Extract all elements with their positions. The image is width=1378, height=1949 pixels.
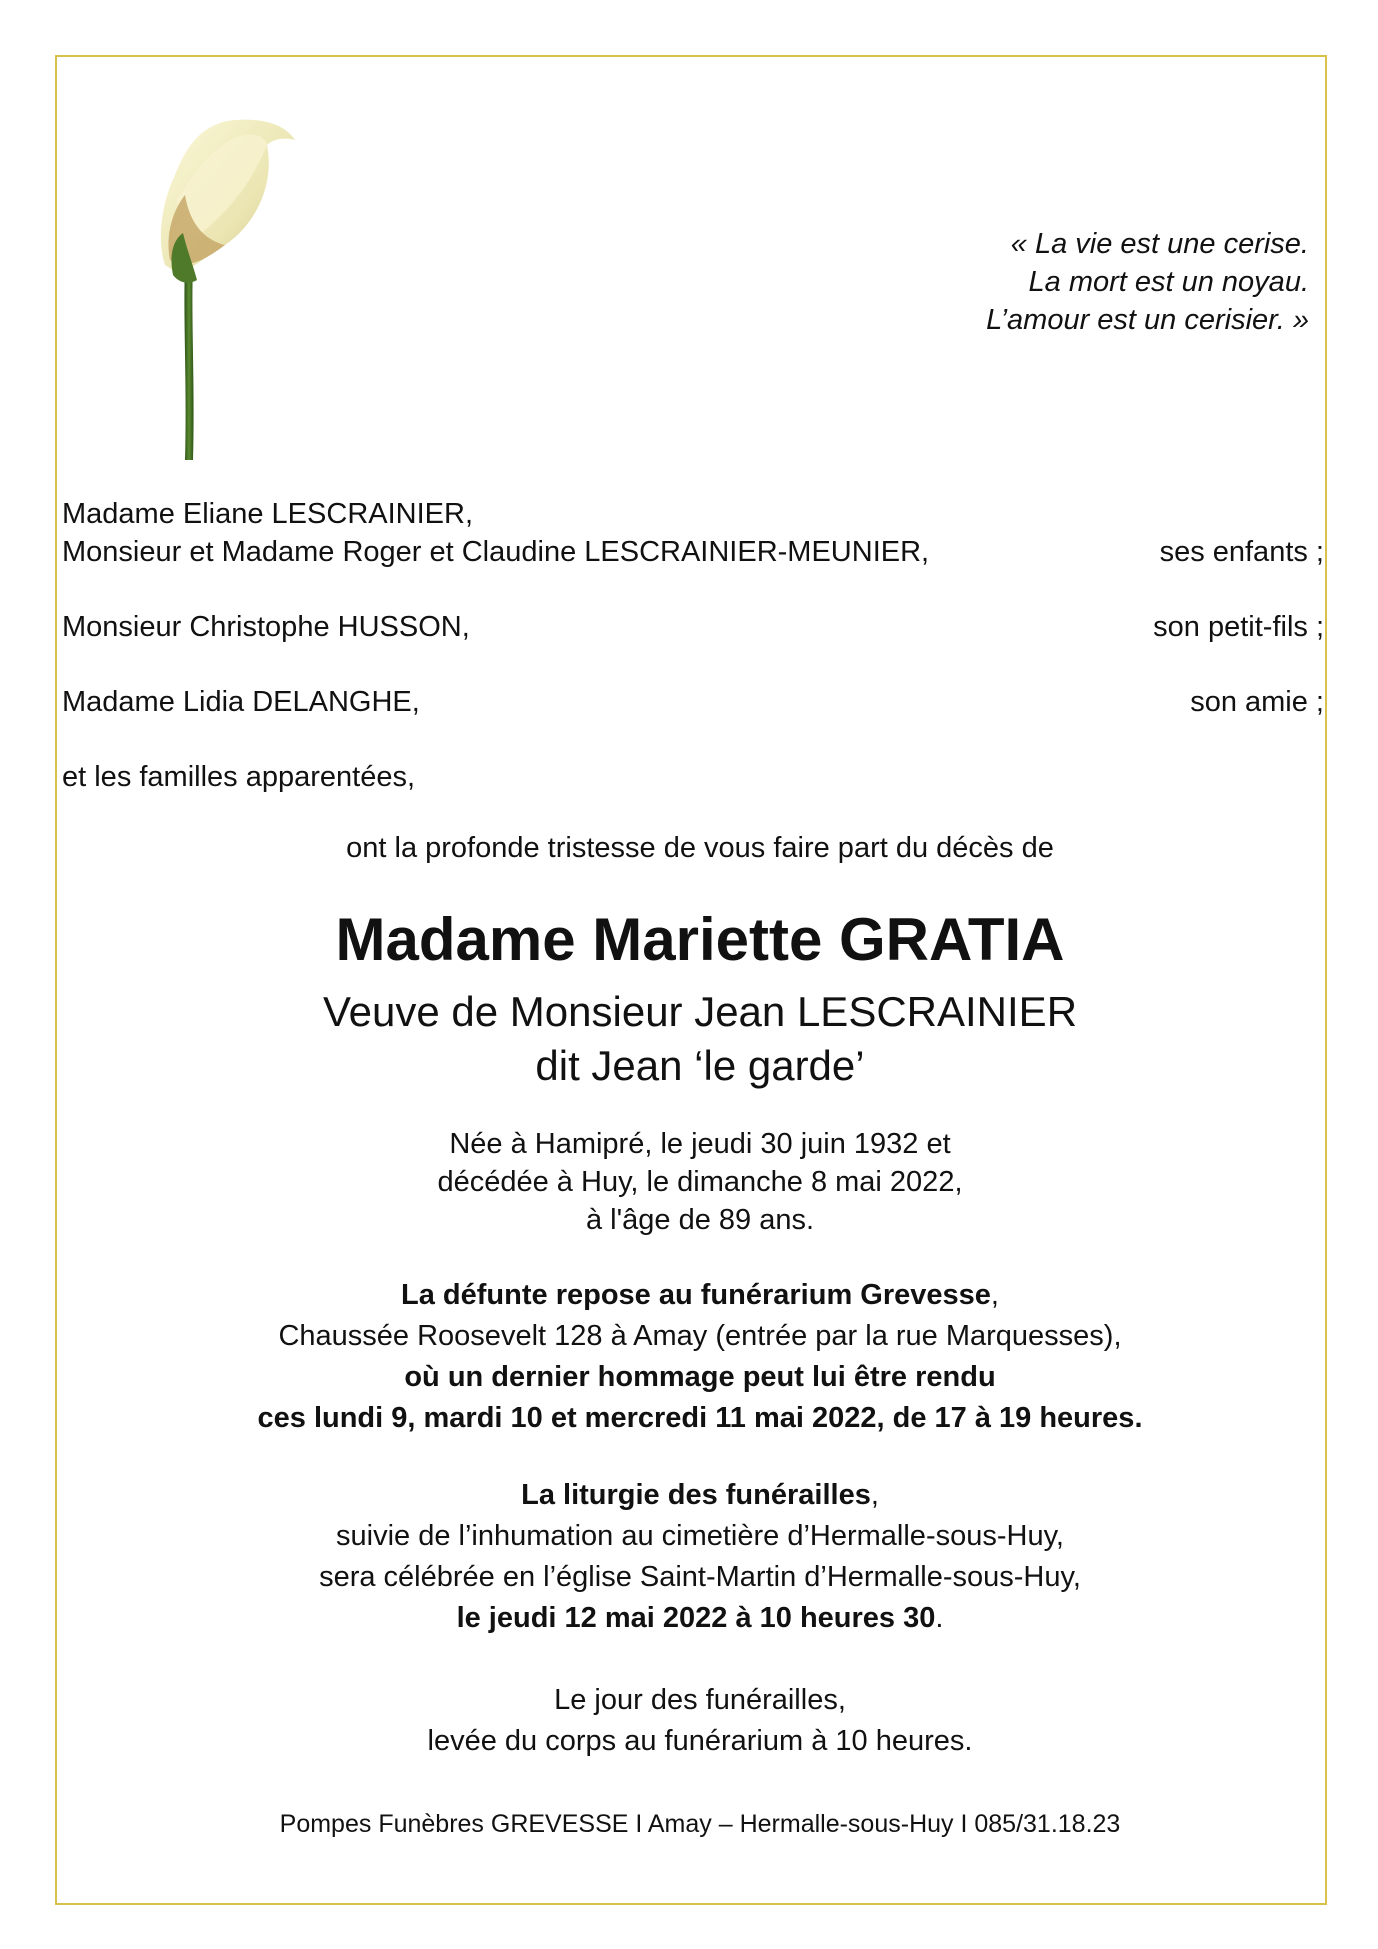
levee-line: Le jour des funérailles, bbox=[554, 1684, 846, 1716]
liturgy-info: La liturgie des funérailles, suivie de l’inhumation au cimetière d’Hermalle-sous-Huy, sera célébrée en l’église Saint-Martin d’Hermalle-sous-Huy, le jeudi 12 mai 2022 à 10 heures 30. bbox=[0, 1475, 1378, 1639]
levee-line: levée du corps au funérarium à 10 heures. bbox=[427, 1725, 973, 1757]
age-line: à l'âge de 89 ans. bbox=[585, 1204, 815, 1236]
deceased-name: Madame Mariette GRATIA bbox=[335, 906, 1065, 973]
nickname: dit Jean ‘le garde’ bbox=[535, 1042, 865, 1089]
birth-death-info bbox=[0, 1125, 1378, 1239]
viewing-tribute: où un dernier hommage peut lui être rendu bbox=[404, 1361, 996, 1393]
family-relation: son amie ; bbox=[1190, 686, 1324, 718]
family-row bbox=[62, 533, 1324, 571]
viewing-address: Chaussée Roosevelt 128 à Amay (entrée par la rue Marquesses), bbox=[278, 1320, 1122, 1352]
church-line: sera célébrée en l’église Saint-Martin d’Hermalle-sous-Huy, bbox=[319, 1561, 1081, 1593]
levee-info bbox=[0, 1680, 1378, 1762]
viewing-info: La défunte repose au funérarium Grevesse, Chaussée Roosevelt 128 à Amay (entrée par la rue Marquesses), où un dernier hommage peut lui être rendu ces lundi 9, mardi 10 et mercredi 11 mai 2022, de 17 à 19 heures. bbox=[0, 1275, 1378, 1439]
calla-lily-icon bbox=[135, 115, 315, 465]
birth-line: Née à Hamipré, le jeudi 30 juin 1932 et bbox=[449, 1128, 951, 1160]
quote-line: La mort est un noyau. bbox=[1028, 266, 1309, 298]
deceased-details bbox=[0, 985, 1378, 1093]
quote-line: « La vie est une cerise. bbox=[1010, 228, 1309, 260]
family-row bbox=[62, 608, 1324, 646]
death-line: décédée à Huy, le dimanche 8 mai 2022, bbox=[437, 1166, 963, 1198]
burial-line: suivie de l’inhumation au cimetière d’Hermalle-sous-Huy, bbox=[336, 1520, 1064, 1552]
family-names: Madame Lidia DELANGHE, bbox=[62, 686, 420, 718]
funeral-home-footer: Pompes Funèbres GREVESSE I Amay – Hermalle-sous-Huy I 085/31.18.23 bbox=[279, 1810, 1121, 1838]
family-names: Madame Eliane LESCRAINIER, bbox=[62, 498, 473, 530]
family-row bbox=[62, 758, 1324, 796]
announcement-intro: ont la profonde tristesse de vous faire part du décès de bbox=[346, 832, 1054, 864]
liturgy-title: La liturgie des funérailles bbox=[521, 1479, 871, 1511]
family-names: Monsieur et Madame Roger et Claudine LESCRAINIER-MEUNIER, bbox=[62, 536, 930, 568]
liturgy-date: le jeudi 12 mai 2022 à 10 heures 30 bbox=[456, 1602, 936, 1634]
family-row bbox=[62, 683, 1324, 721]
family-row bbox=[62, 495, 1324, 533]
viewing-location: La défunte repose au funérarium Grevesse bbox=[401, 1279, 991, 1311]
epigraph-quote bbox=[986, 225, 1309, 339]
viewing-schedule: ces lundi 9, mardi 10 et mercredi 11 mai 2022, de 17 à 19 heures. bbox=[257, 1402, 1143, 1434]
family-names: et les familles apparentées, bbox=[62, 761, 416, 793]
quote-line: L’amour est un cerisier. » bbox=[986, 304, 1309, 336]
family-relation: son petit-fils ; bbox=[1153, 611, 1324, 643]
family-names: Monsieur Christophe HUSSON, bbox=[62, 611, 470, 643]
family-relation: ses enfants ; bbox=[1159, 536, 1324, 568]
widow-of: Veuve de Monsieur Jean LESCRAINIER bbox=[322, 988, 1078, 1035]
